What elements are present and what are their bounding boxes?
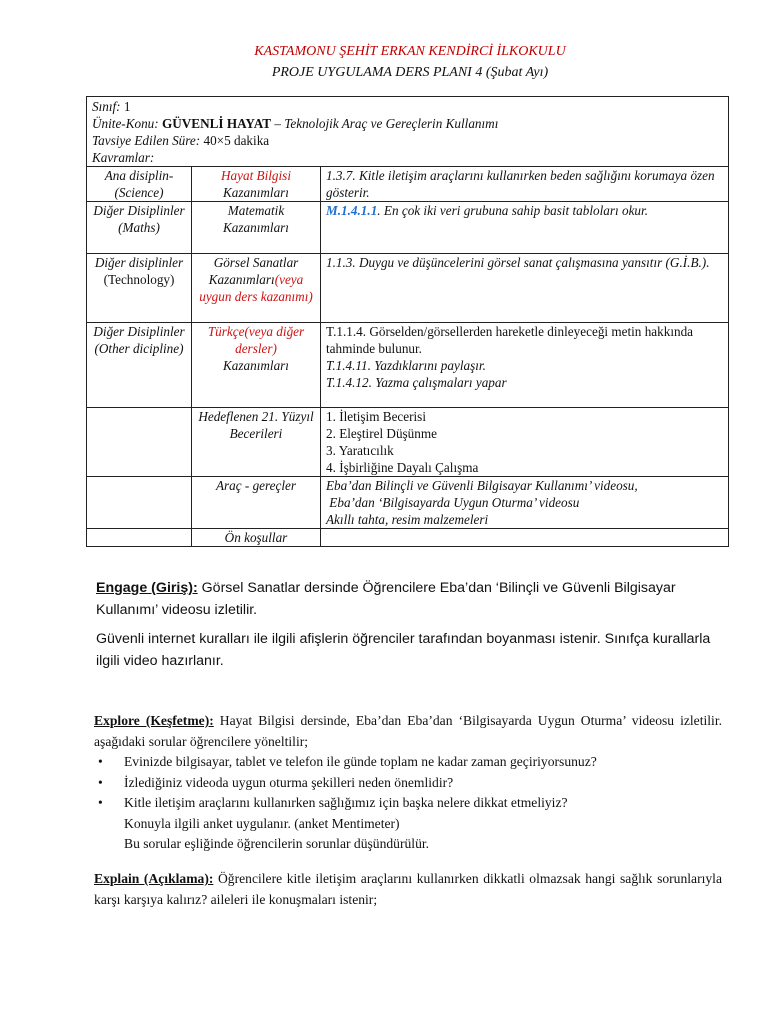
sinif-line: Sınıf: 1 xyxy=(92,99,131,114)
prereq-cell xyxy=(321,529,729,547)
unite-line: Ünite-Konu: GÜVENLİ HAYAT – Teknolojik Araç ve Gereçlerin Kullanımı xyxy=(92,116,499,131)
list-item: Bu sorular eşliğinde öğrencilerin sorunlar düşündürülür. xyxy=(124,836,430,851)
kazanim-cell: Türkçe(veya diğer dersler) Kazanımları xyxy=(192,323,321,408)
discipline-cell: Ana disiplin-(Science) xyxy=(87,167,192,202)
engage-label: Engage (Giriş): xyxy=(96,580,198,596)
lesson-plan-table xyxy=(86,96,729,547)
discipline-cell: Diğer disiplinler (Technology) xyxy=(87,254,192,323)
table-row xyxy=(87,167,729,202)
school-name: KASTAMONU ŞEHİT ERKAN KENDİRCİ İLKOKULU xyxy=(254,44,566,59)
kazanim-cell: Araç - gereçler xyxy=(192,477,321,529)
discipline-cell xyxy=(87,529,192,547)
list-item: • Kitle iletişim araçlarını kullanırken sağlığımız için başka nelere dikkat etmeliyiz? xyxy=(94,793,722,814)
table-row xyxy=(87,202,729,254)
explore-label: Explore (Keşfetme): xyxy=(94,713,214,728)
explain-section: Explain (Açıklama): Öğrencilere kitle iletişim araçlarını kullanırken dikkatli olmazsak hangi sağlık sorunlarıyla karşı karşıya kalırız? aileleri ile konuşmaları istenir; xyxy=(94,871,722,907)
outcome-cell: M.1.4.1.1. En çok iki veri grubuna sahip basit tabloları okur. xyxy=(321,202,729,254)
table-row xyxy=(87,529,729,547)
list-item: • İzlediğiniz videoda uygun oturma şekilleri neden önemlidir? xyxy=(94,773,722,794)
kazanim-cell: Hedeflenen 21. Yüzyıl Becerileri xyxy=(192,408,321,477)
sure-line: Tavsiye Edilen Süre: 40×5 dakika xyxy=(92,133,270,148)
table-row xyxy=(87,408,729,477)
list-item: Konuyla ilgili anket uygulanır. (anket Mentimeter) xyxy=(124,815,400,831)
table-row xyxy=(87,323,729,408)
explain-label: Explain (Açıklama): xyxy=(94,871,214,886)
discipline-cell: Diğer Disiplinler (Other dicipline) xyxy=(87,323,192,408)
kazanim-cell: Ön koşullar xyxy=(192,529,321,547)
outcome-cell: T.1.1.4. Görselden/görsellerden hareketle dinleyeceği metin hakkında tahminde bulunur. T.1.4.11. Yazdıklarını paylaşır. T.1.4.12. Yazma çalışmaları yapar xyxy=(321,323,729,408)
outcome-cell: 1.3.7. Kitle iletişim araçlarını kullanırken beden sağlığını korumaya özen gösterir. xyxy=(321,167,729,202)
table-row xyxy=(87,477,729,529)
discipline-cell xyxy=(87,477,192,529)
explore-question-list xyxy=(94,752,722,855)
kazanim-cell: Görsel Sanatlar Kazanımları(veya uygun ders kazanımı) xyxy=(192,254,321,323)
engage-paragraph-2: Güvenli internet kuralları ile ilgili afişlerin öğrenciler tarafından boyanması istenir. Sınıfça kurallarla ilgili video hazırlanır. xyxy=(96,631,711,669)
list-item: • Evinizde bilgisayar, tablet ve telefon ile günde toplam ne kadar zaman geçiriyorsunuz? xyxy=(94,752,722,773)
materials-cell: Eba’dan Bilinçli ve Güvenli Bilgisayar Kullanımı’ videosu, Eba’dan ‘Bilgisayarda Uygun Oturma’ videosu Akıllı tahta, resim malzemeleri xyxy=(321,477,729,529)
outcome-cell: 1.1.3. Duygu ve düşüncelerini görsel sanat çalışmasına yansıtır (G.İ.B.). xyxy=(321,254,729,323)
engage-paragraph: Engage (Giriş): Görsel Sanatlar dersinde Öğrencilere Eba’dan ‘Bilinçli ve Güvenli Bilgisayar Kullanımı’ videosu izletilir. xyxy=(96,580,676,618)
kavramlar-line: Kavramlar: xyxy=(92,150,155,165)
kazanim-cell: Hayat Bilgisi Kazanımları xyxy=(192,167,321,202)
kazanim-cell: Matematik Kazanımları xyxy=(192,202,321,254)
table-row xyxy=(87,254,729,323)
info-row xyxy=(87,97,729,167)
plan-title: PROJE UYGULAMA DERS PLANI 4 (Şubat Ayı) xyxy=(271,65,549,80)
discipline-cell: Diğer Disiplinler (Maths) xyxy=(87,202,192,254)
explore-section: Explore (Keşfetme): Hayat Bilgisi dersinde, Eba’dan Eba’dan ‘Bilgisayarda Uygun Oturma’ videosu izletilir. aşağıdaki sorular öğrencilere yöneltilir; • Evinizde bilgisayar, tablet ve telefon ile günde toplam ne kadar zaman geçiriyorsunuz? • İzlediğiniz videoda uygun oturma şekilleri neden önemlidir? • Kitle iletişim araçlarını kullanırken sağlığımız için başka nelere dikkat etmeliyiz? Konuyla ilgili anket uygulanır. (anket Mentimeter) Bu sorular eşliğinde öğrencilerin sorunlar düşündürülür. xyxy=(94,711,722,855)
discipline-cell xyxy=(87,408,192,477)
skills-cell: 1. İletişim Becerisi 2. Eleştirel Düşünme 3. Yaratıcılık 4. İşbirliğine Dayalı Çalışma xyxy=(321,408,729,477)
